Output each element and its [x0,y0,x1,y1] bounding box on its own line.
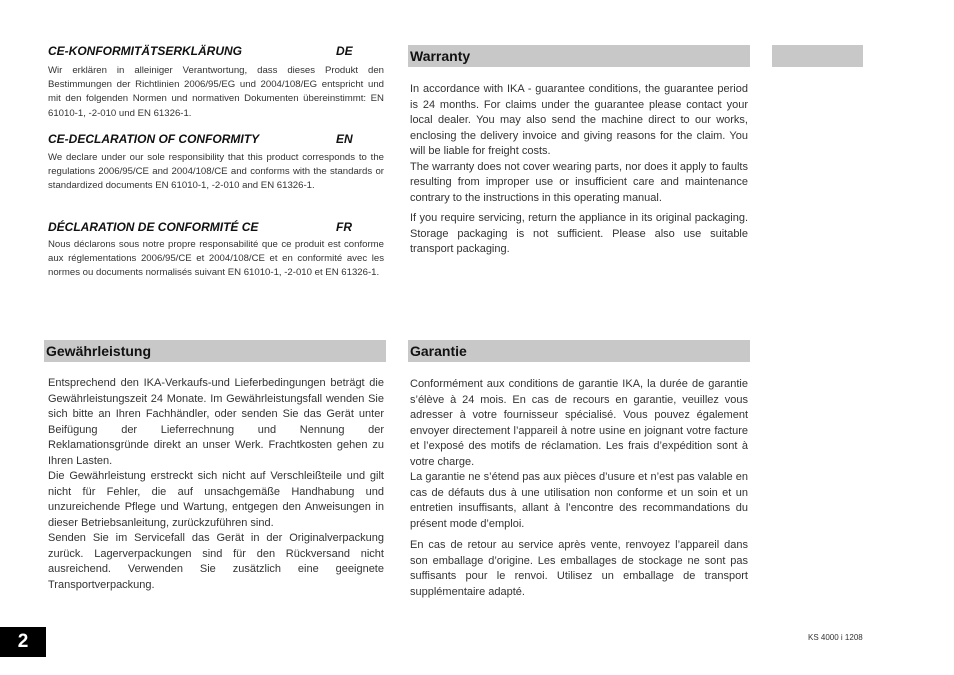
gewaehrleistung-paragraph: Entsprechend den IKA-Verkaufs-und Lieferbedingungen beträgt die Gewährleistungszeit 24 Monate. Im Gewährleistungsfall wenden Sie sich bitte an Ihren Fachhändler, oder senden Sie das Gerät unter Beifügung der Lieferrechnung und Nennung der Reklamationsgründe direkt an unser Werk. Frachtkosten gehen zu Ihren Lasten. [48,377,384,467]
garantie-paragraph: En cas de retour au service après vente, renvoyez l’appareil dans son emballage d’origine. Les emballages de stockage ne sont pas suffisants pour le renvoi. Utilisez un emballage de transport supplémentaire adapté. [410,539,748,598]
declaration-title-de: CE-KONFORMITÄTSERKLÄRUNG [48,44,242,58]
declaration-code-en: EN [336,132,353,146]
warranty-text [410,82,748,262]
declaration-text-de: Wir erklären in alleiniger Verantwortung, dass dieses Produkt den Bestimmungen der Richtlinien 2006/95/EG und 2004/108/EG entspricht und mit den folgenden Normen und normativen Dokumenten übereinstimmt: EN 61010-1, -2-010 und EN 61326-1. [48,65,384,119]
warranty-paragraph: The warranty does not cover wearing parts, nor does it apply to faults resulting from improper use or insufficient care and maintenance contrary to the instructions in this operating manual. [410,160,748,204]
gewaehrleistung-paragraph: Senden Sie im Servicefall das Gerät in der Originalverpackung zurück. Lagerverpackungen sind für den Rückversand nicht ausreichend. Verwenden Sie zusätzlich eine geeignete Transportverpackung. [48,532,384,591]
garantie-heading: Garantie [408,340,750,362]
gewaehrleistung-paragraph: Die Gewährleistung erstreckt sich nicht auf Verschleißteile und gilt nicht für Fehler, die auf unsachgemäße Handhabung und unzureichende Pflege und Wartung, entgegen den Anweisungen in dieser Betriebsanleitung, zurückzuführen sind. [48,470,384,529]
warranty-heading: Warranty [408,45,750,67]
declaration-text-en: We declare under our sole responsibility that this product corresponds to the regulations 2006/95/CE and 2004/108/CE and conforms with the standards or standardized documents EN 61010-1, -2-010 and EN 61326-1. [48,152,384,192]
declaration-title-fr: DÉCLARATION DE CONFORMITÉ CE [48,220,259,234]
garantie-paragraph: La garantie ne s’étend pas aux pièces d’usure et n’est pas valable en cas de défauts dus à une utilisation non conforme et un soin et un entretien insuffisants, allant à l’encontre des recommandations du présent mode d’emploi. [410,471,748,530]
page-number: 2 [0,627,46,657]
gewaehrleistung-heading: Gewährleistung [44,340,386,362]
garantie-paragraph: Conformément aux conditions de garantie IKA, la durée de garantie s’élève à 24 mois. En cas de recours en garantie, veuillez vous adresser à votre fournisseur spécialisé. Vous pouvez également envoyer directement l’appareil à notre usine en joignant votre facture et l’exposé des motifs de réclamation. Les frais d’expédition sont à votre charge. [410,378,748,468]
gewaehrleistung-text [48,376,384,597]
warranty-paragraph: In accordance with IKA - guarantee conditions, the guarantee period is 24 months. For claims under the guarantee please contact your local dealer. You may also send the machine direct to our works, enclosing the delivery invoice and giving reasons for the claim. You will be liable for freight costs. [410,83,748,157]
blank-tab-bar [772,45,863,67]
declaration-title-en: CE-DECLARATION OF CONFORMITY [48,132,260,146]
document-code: KS 4000 i 1208 [808,633,863,642]
declaration-text-fr: Nous déclarons sous notre propre responsabilité que ce produit est conforme aux réglementations 2006/95/CE et 2004/108/CE et en conformité avec les normes ou documents normalisés suivant EN 61010-1, -2-010 et EN 61326-1. [48,239,384,279]
declaration-code-fr: FR [336,220,352,234]
warranty-paragraph: If you require servicing, return the appliance in its original packaging. Storage packaging is not sufficient. Please also use suitable transport packaging. [410,212,748,255]
declaration-code-de: DE [336,44,353,58]
garantie-text [410,377,748,604]
